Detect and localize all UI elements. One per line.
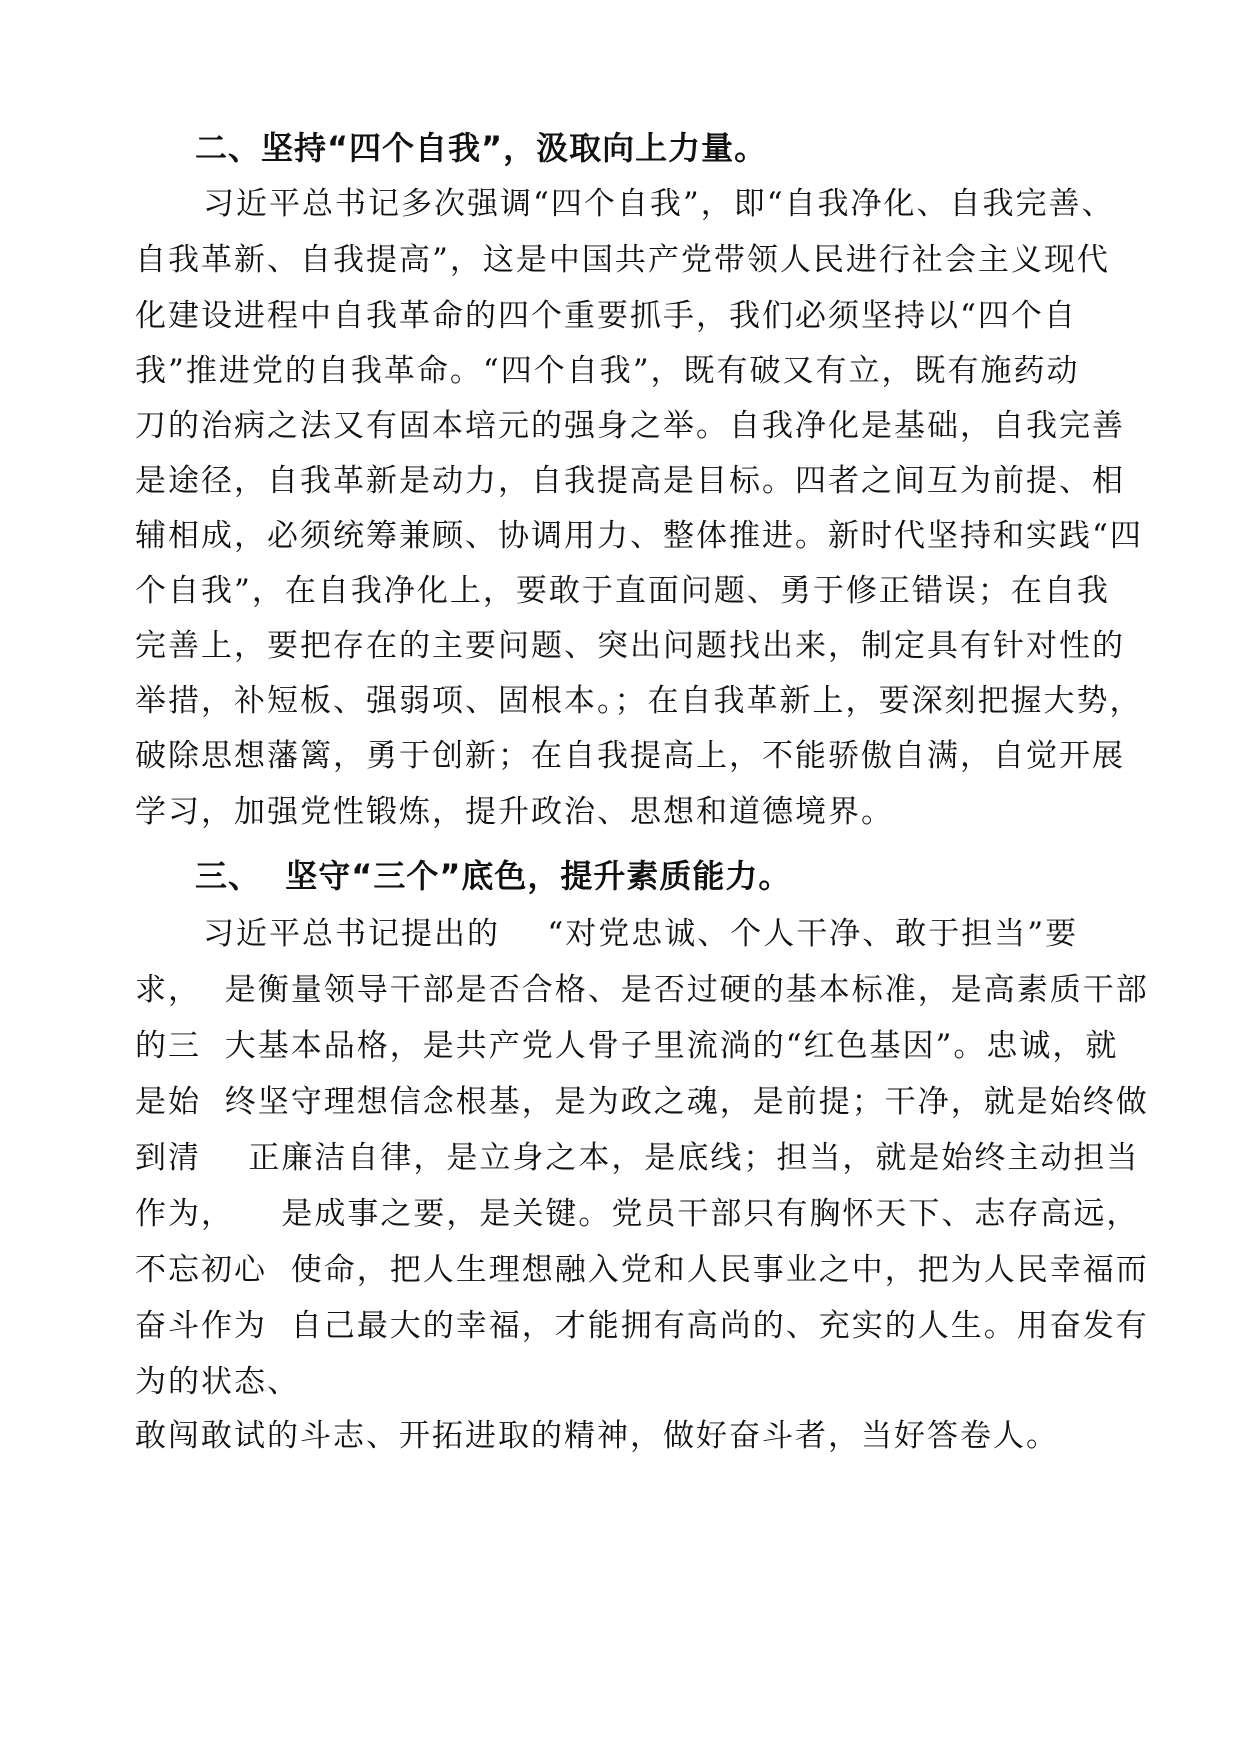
section-3-line-4: 是始 终坚守理想信念根基，是为政之魂，是前提；干净，就是始终做 xyxy=(135,1084,1149,1120)
section-3-heading: 三、 坚守“三个”底色，提升素质能力。 xyxy=(195,857,792,895)
section-2-line-10: 举措，补短板、强弱项、固根本。；在自我革新上，要深刻把握大势， xyxy=(135,683,1143,719)
section-2-line-8: 个自我”，在自我净化上，要敢于直面问题、勇于修正错误；在自我 xyxy=(135,573,1110,609)
section-3-line-7: 不忘初心 使命，把人生理想融入党和人民事业之中，把为人民幸福而 xyxy=(135,1252,1149,1288)
section-3-line-5: 到清 正廉洁自律，是立身之本，是底线；担当，就是始终主动担当 xyxy=(135,1140,1140,1176)
section-3-line-10: 敢闯敢试的斗志、开拓进取的精神，做好奋斗者，当好答卷人。 xyxy=(135,1418,1059,1454)
section-3-line-1: 习近平总书记提出的 “对党忠诚、个人干净、敢于担当”要 xyxy=(203,916,1079,952)
section-2-line-11: 破除思想藩篱，勇于创新；在自我提高上，不能骄傲自满，自觉开展 xyxy=(135,738,1125,774)
section-2-line-6: 是途径，自我革新是动力，自我提高是目标。四者之间互为前提、相 xyxy=(135,463,1125,499)
section-2-heading: 二、坚持“四个自我”，汲取向上力量。 xyxy=(195,129,768,167)
section-3-line-6: 作为， 是成事之要，是关键。党员干部只有胸怀天下、志存高远， xyxy=(135,1196,1140,1232)
section-2-line-7: 辅相成，必须统筹兼顾、协调用力、整体推进。新时代坚持和实践“四 xyxy=(135,518,1143,554)
section-3-line-9: 为的状态、 xyxy=(135,1364,300,1400)
section-3-line-3: 的三 大基本品格，是共产党人骨子里流淌的“红色基因”。忠诚，就 xyxy=(135,1028,1119,1064)
section-3-line-2: 求， 是衡量领导干部是否合格、是否过硬的基本标准，是高素质干部 xyxy=(135,972,1149,1008)
section-2-line-9: 完善上，要把存在的主要问题、突出问题找出来，制定具有针对性的 xyxy=(135,628,1125,664)
section-2-line-12: 学习，加强党性锻炼，提升政治、思想和道德境界。 xyxy=(135,794,894,830)
section-2-line-1: 习近平总书记多次强调“四个自我”，即“自我净化、自我完善、 xyxy=(203,186,1115,222)
section-2-line-3: 化建设进程中自我革命的四个重要抓手，我们必须坚持以“四个自 xyxy=(135,298,1077,334)
section-2-line-4: 我”推进党的自我革命。“四个自我”，既有破又有立，既有施药动 xyxy=(135,353,1080,389)
section-3-line-8: 奋斗作为 自己最大的幸福，才能拥有高尚的、充实的人生。用奋发有 xyxy=(135,1308,1149,1344)
section-2-line-5: 刀的治病之法又有固本培元的强身之举。自我净化是基础，自我完善 xyxy=(135,408,1125,444)
section-2-line-2: 自我革新、自我提高”，这是中国共产党带领人民进行社会主义现代 xyxy=(135,242,1110,278)
